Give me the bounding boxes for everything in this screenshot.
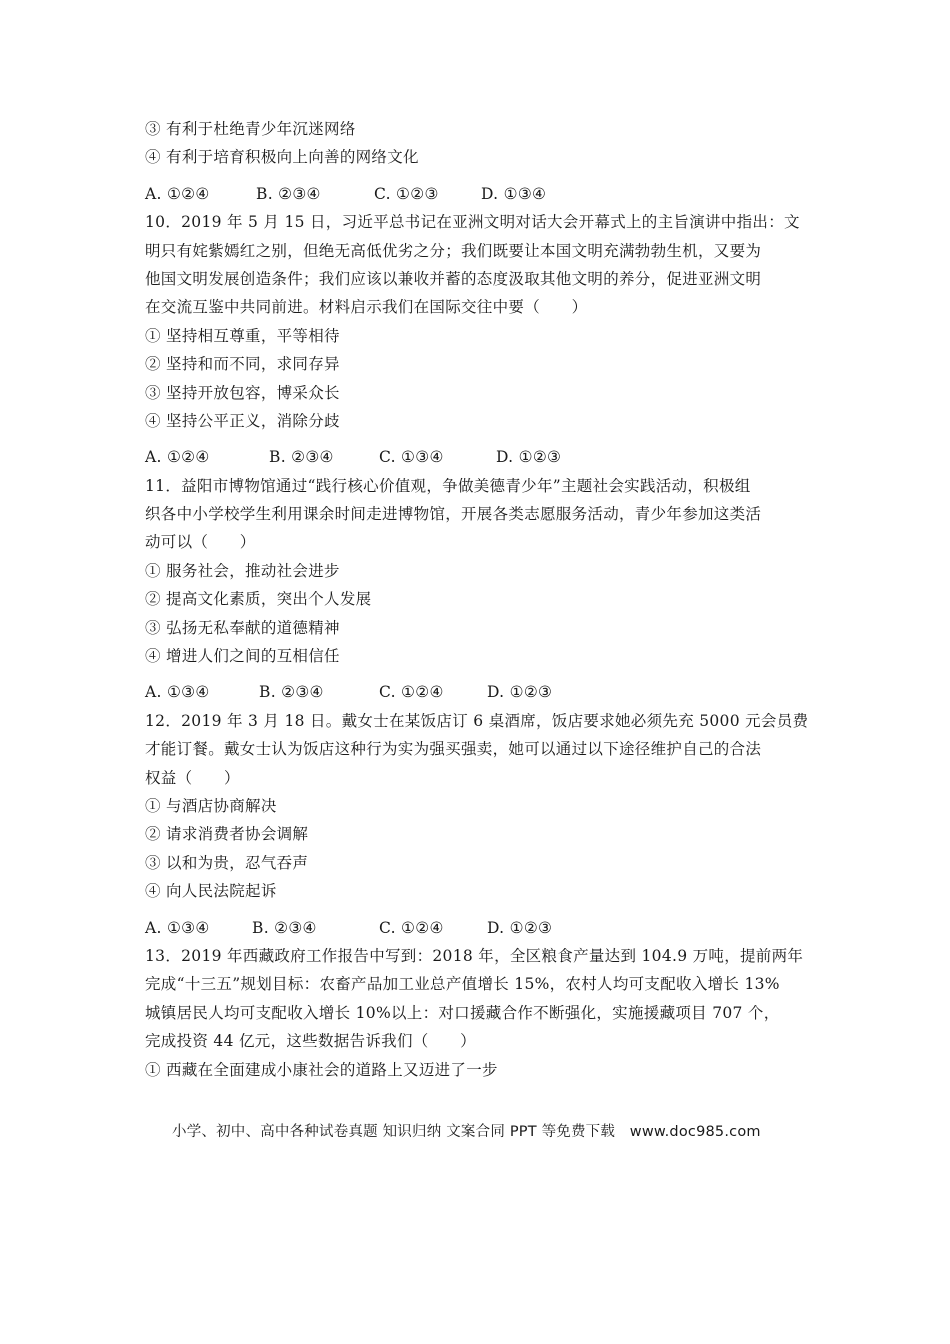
q12-answer-a: A. ①③④ [145, 918, 210, 937]
q10-option-1: ① 坚持相互尊重，平等相待 [145, 326, 340, 345]
q12-answer-c: C. ①②④ [379, 918, 444, 937]
q12-stem-line-2: 才能订餐。戴女士认为饭店这种行为实为强买强卖，她可以通过以下途径维护自己的合法 [145, 740, 762, 759]
q11-answer-choices [145, 678, 815, 706]
q10-stem-line-3: 他国文明发展创造条件；我们应该以兼收并蓄的态度汲取其他文明的养分，促进亚洲文明 [145, 269, 762, 288]
q9-answer-a: A. ①②④ [145, 184, 210, 203]
q10-stem-line-2: 明只有姹紫嫣红之别，但绝无高低优劣之分；我们既要让本国文明充满勃勃生机，又要为 [145, 241, 762, 260]
q10-answer-c: C. ①③④ [379, 448, 444, 467]
q12-option-3: ③ 以和为贵，忍气吞声 [145, 853, 309, 872]
page-content [145, 115, 815, 1084]
q11-stem-line-3: 动可以（ ） [145, 533, 256, 552]
q12-answer-d: D. ①②③ [487, 918, 553, 937]
q12-stem-line-3: 权益（ ） [145, 768, 240, 787]
q10-answer-choices [145, 443, 815, 471]
q12-answer-b: B. ②③④ [252, 918, 317, 937]
q12-option-2: ② 请求消费者协会调解 [145, 825, 309, 844]
page-footer-ad: 小学、初中、高中各种试卷真题 知识归纳 文案合同 PPT 等免费下载 www.doc985.com [172, 1124, 761, 1140]
q10-option-3: ③ 坚持开放包容，博采众长 [145, 383, 340, 402]
q13-option-1: ① 西藏在全面建成小康社会的道路上又迈进了一步 [145, 1060, 498, 1079]
q9-option-4: ④ 有利于培育积极向上向善的网络文化 [145, 148, 419, 167]
q13-stem-line-3: 城镇居民人均可支配收入增长 10%以上：对口援藏合作不断强化，实施援藏项目 707 个， [145, 1003, 780, 1022]
q12-answer-choices [145, 914, 815, 942]
q11-answer-a: A. ①③④ [145, 683, 210, 702]
q11-answer-d: D. ①②③ [487, 683, 553, 702]
q9-option-3: ③ 有利于杜绝青少年沉迷网络 [145, 120, 356, 138]
q12-option-4: ④ 向人民法院起诉 [145, 882, 277, 901]
q13-stem-line-2: 完成“十三五”规划目标：农畜产品加工业总产值增长 15%，农村人均可支配收入增长 13% [145, 975, 780, 994]
q11-option-4: ④ 增进人们之间的互相信任 [145, 647, 340, 666]
q11-stem-line-2: 织各中小学校学生利用课余时间走进博物馆，开展各类志愿服务活动，青少年参加这类活 [145, 505, 762, 524]
q11-option-1: ① 服务社会，推动社会进步 [145, 561, 340, 580]
q10-answer-d: D. ①②③ [496, 448, 562, 467]
q11-option-2: ② 提高文化素质，突出个人发展 [145, 590, 372, 609]
q11-answer-c: C. ①②④ [379, 683, 444, 702]
q10-option-2: ② 坚持和而不同，求同存异 [145, 355, 340, 374]
q10-answer-b: B. ②③④ [269, 448, 334, 467]
q10-stem-line-1: 10．2019 年 5 月 15 日，习近平总书记在亚洲文明对话大会开幕式上的主旨演讲中指出：文 [145, 213, 800, 232]
q12-option-1: ① 与酒店协商解决 [145, 796, 277, 815]
q13-stem-line-4: 完成投资 44 亿元，这些数据告诉我们（ ） [145, 1032, 476, 1051]
q10-answer-a: A. ①②④ [145, 448, 210, 467]
q9-answer-b: B. ②③④ [256, 184, 321, 203]
q11-stem-line-1: 11．益阳市博物馆通过“践行核心价值观，争做美德青少年”主题社会实践活动，积极组 [145, 476, 751, 495]
q9-answer-d: D. ①③④ [481, 184, 547, 203]
q10-stem-line-4: 在交流互鉴中共同前进。材料启示我们在国际交往中要（ ） [145, 298, 588, 317]
q11-option-3: ③ 弘扬无私奉献的道德精神 [145, 618, 340, 637]
q11-answer-b: B. ②③④ [259, 683, 324, 702]
q9-answer-choices [145, 180, 815, 208]
q12-stem-line-1: 12．2019 年 3 月 18 日。戴女士在某饭店订 6 桌酒席，饭店要求她必须先充 5000 元会员费 [145, 711, 809, 730]
q10-option-4: ④ 坚持公平正义，消除分歧 [145, 411, 340, 430]
q13-stem-line-1: 13．2019 年西藏政府工作报告中写到：2018 年，全区粮食产量达到 104.9 万吨，提前两年 [145, 946, 804, 965]
q9-answer-c: C. ①②③ [374, 184, 439, 203]
